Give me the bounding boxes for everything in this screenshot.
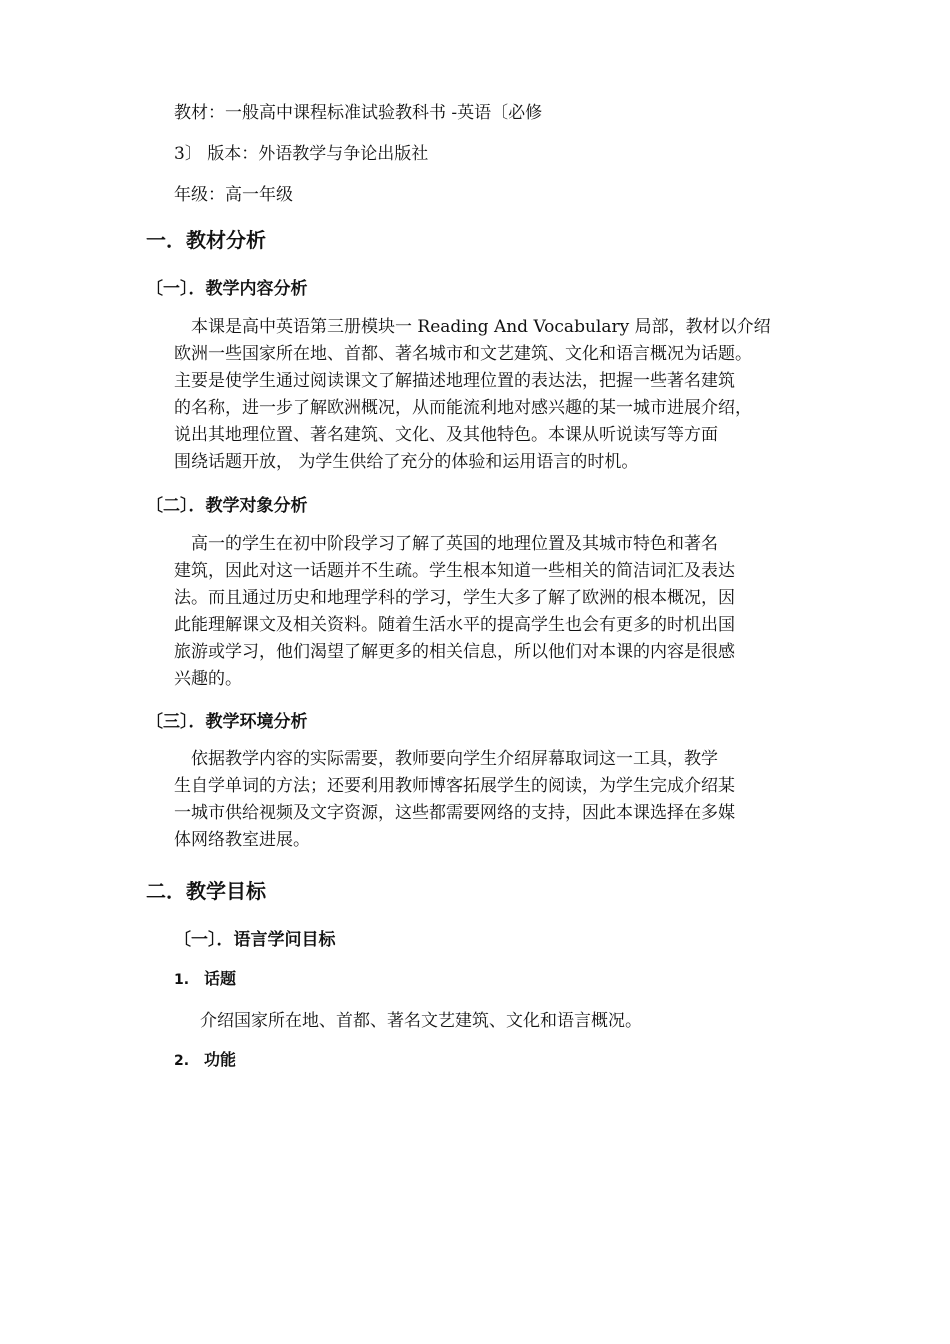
- paragraph-line: 一城市供给视频及文字资源，这些都需要网络的支持，因此本课选择在多媒: [174, 803, 735, 823]
- subheading-environment-analysis: 〔三〕．教学环境分析: [146, 712, 308, 732]
- paragraph-environment-analysis: [174, 746, 806, 854]
- item-label: 话题: [204, 969, 237, 988]
- paragraph-line: 体网络教室进展。: [174, 830, 310, 850]
- subheading-language-goals: 〔一〕．语言学问目标: [174, 930, 336, 950]
- subheading-student-analysis: 〔二〕．教学对象分析: [146, 496, 308, 516]
- paragraph-line: 生自学单词的方法；还要利用教师博客拓展学生的阅读，为学生完成介绍某: [174, 776, 735, 796]
- paragraph-line: 本课是高中英语第三册模块一 Reading And Vocabulary 局部，教材以介绍: [174, 317, 771, 337]
- paragraph-line: 建筑，因此对这一话题并不生疏。学生根本知道一些相关的简洁词汇及表达: [174, 561, 735, 581]
- paragraph-line: 说出其地理位置、著名建筑、文化、及其他特色。本课从听说读写等方面: [174, 425, 718, 445]
- paragraph-line: 的名称，进一步了解欧洲概况，从而能流利地对感兴趣的某一城市进展介绍，: [174, 398, 752, 418]
- paragraph-line: 兴趣的。: [174, 669, 242, 689]
- numbered-item-function: [174, 1049, 236, 1072]
- paragraph-line: 围绕话题开放， 为学生供给了充分的体验和运用语言的时机。: [174, 452, 639, 472]
- grade-line: 年级：高一年级: [174, 185, 293, 205]
- paragraph-line: 旅游或学习，他们渴望了解更多的相关信息，所以他们对本课的内容是很感: [174, 642, 735, 662]
- edition-line: 3〕 版本：外语教学与争论出版社: [174, 144, 429, 164]
- paragraph-student-analysis: [174, 531, 806, 693]
- item-number: 2.: [174, 1053, 190, 1069]
- numbered-item-topic: [174, 968, 236, 991]
- subheading-content-analysis: 〔一〕．教学内容分析: [146, 279, 308, 299]
- item-label: 功能: [204, 1050, 237, 1069]
- paragraph-line: 此能理解课文及相关资料。随着生活水平的提高学生也会有更多的时机出国: [174, 615, 735, 635]
- section-heading-textbook-analysis: 一．教材分析: [146, 228, 266, 252]
- topic-description: 介绍国家所在地、首都、著名文艺建筑、文化和语言概况。: [200, 1011, 642, 1031]
- paragraph-line: 依据教学内容的实际需要，教师要向学生介绍屏幕取词这一工具，教学: [174, 749, 718, 769]
- paragraph-content-analysis: [174, 314, 806, 476]
- textbook-line: 教材：一般高中课程标准试验教科书 -英语〔必修: [174, 103, 543, 123]
- section-heading-teaching-goals: 二．教学目标: [146, 879, 266, 903]
- paragraph-line: 高一的学生在初中阶段学习了解了英国的地理位置及其城市特色和著名: [174, 534, 718, 554]
- item-number: 1.: [174, 972, 190, 988]
- paragraph-line: 法。而且通过历史和地理学科的学习，学生大多了解了欧洲的根本概况，因: [174, 588, 735, 608]
- paragraph-line: 欧洲一些国家所在地、首都、著名城市和文艺建筑、文化和语言概况为话题。: [174, 344, 752, 364]
- paragraph-line: 主要是使学生通过阅读课文了解描述地理位置的表达法，把握一些著名建筑: [174, 371, 735, 391]
